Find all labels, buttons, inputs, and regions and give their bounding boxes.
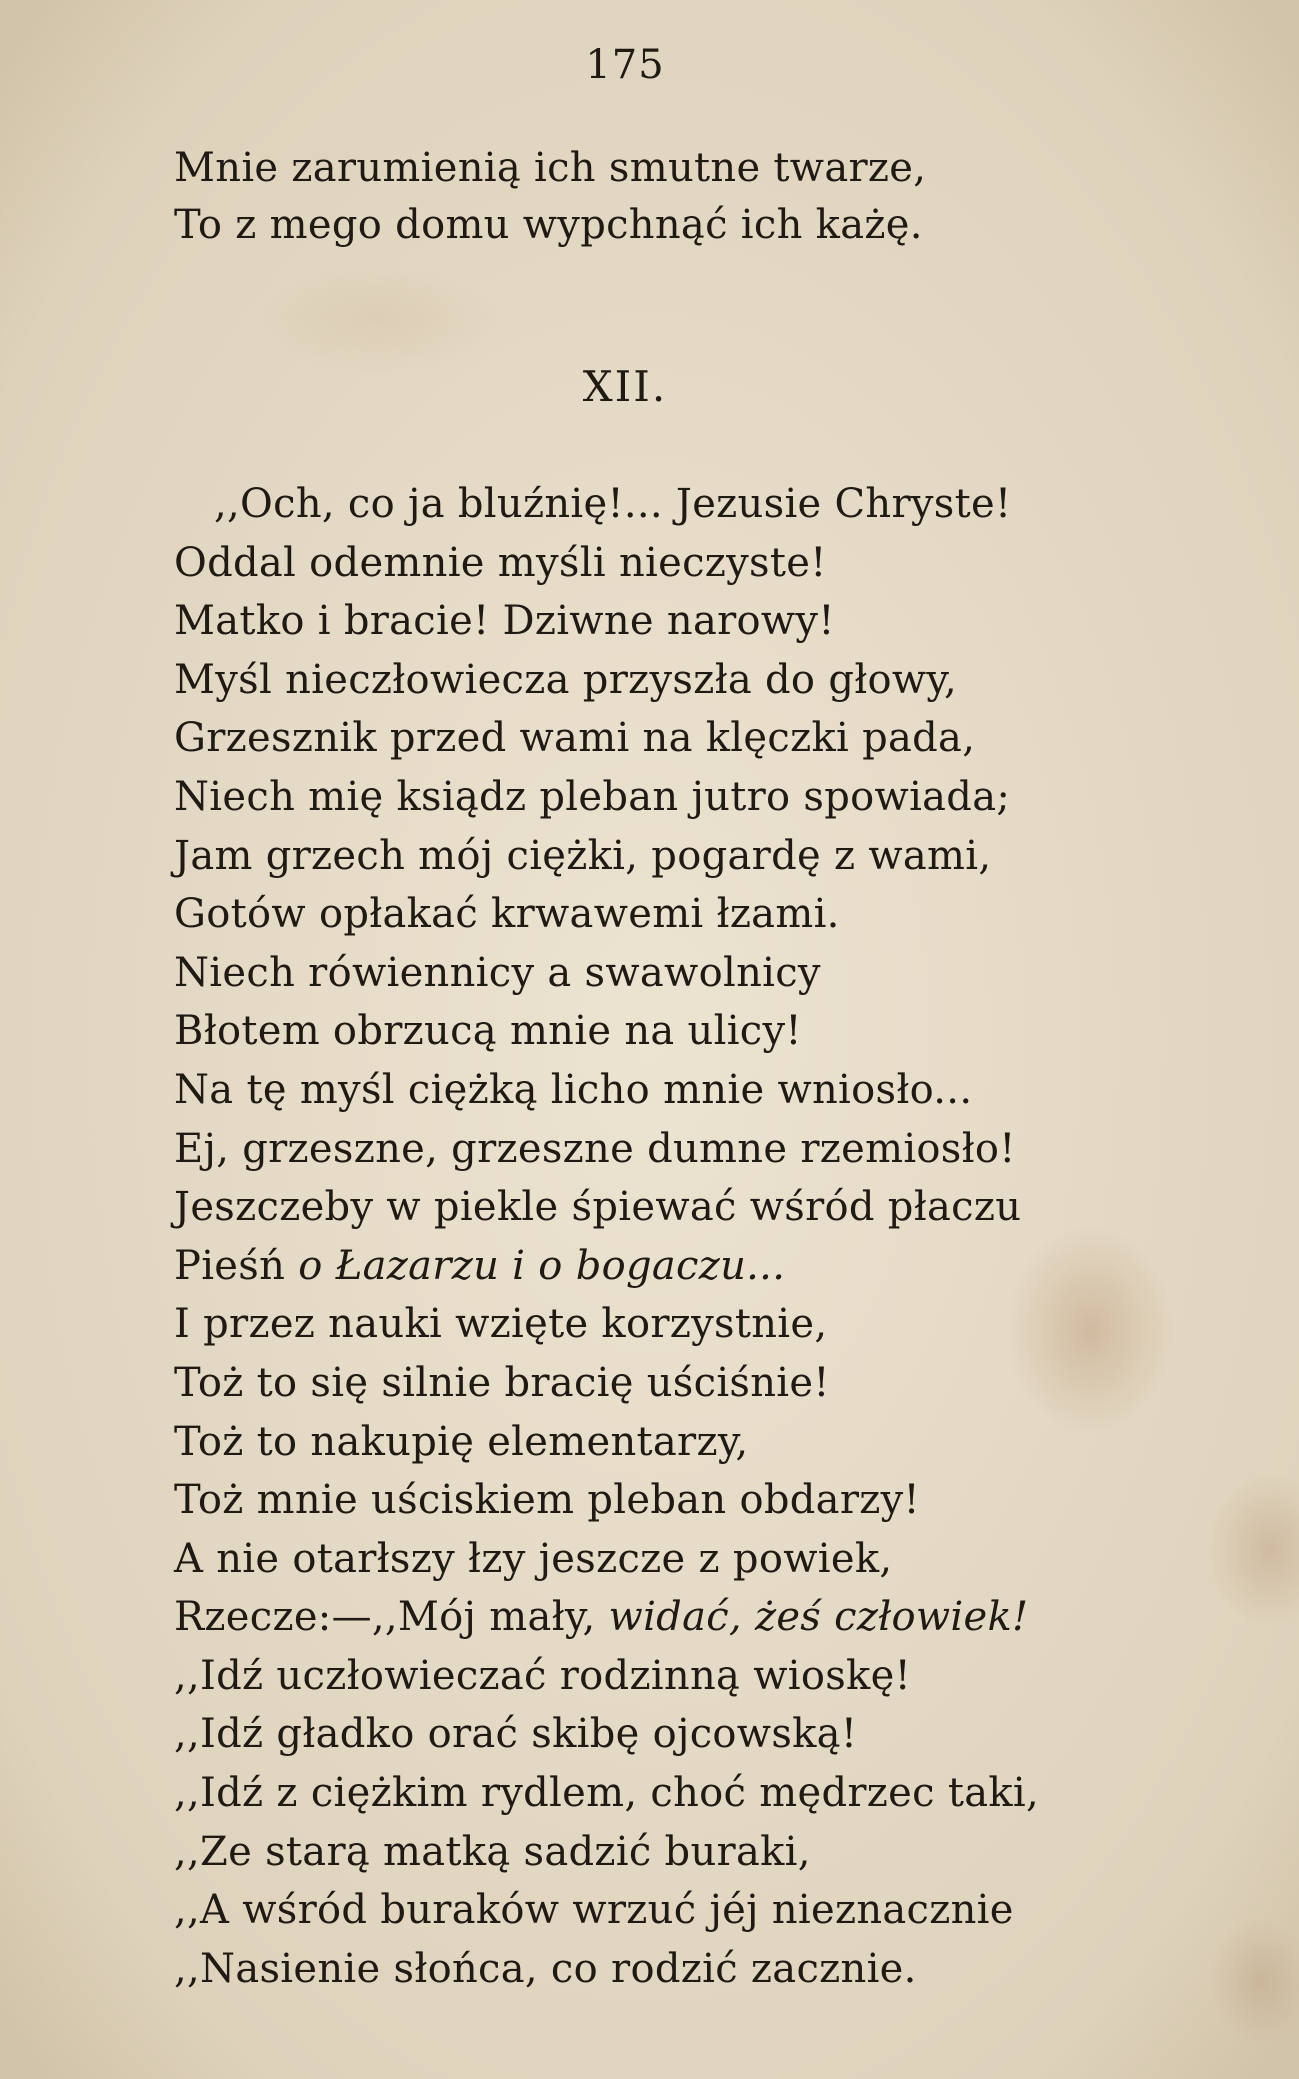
verse-line: ,,A wśród buraków wrzuć jéj nieznacznie: [174, 1887, 1014, 1934]
verse-line: ,,Idź z ciężkim rydlem, choć mędrzec taki,: [174, 1770, 1040, 1817]
verse-line: Oddal odemnie myśli nieczyste!: [174, 539, 827, 586]
verse-line: Jam grzech mój ciężki, pogardę z wami,: [174, 832, 992, 879]
verse-text: Rzecze:—,,Mój mały,: [174, 1594, 609, 1641]
verse-line: ,,Ze starą matką sadzić buraki,: [174, 1828, 811, 1875]
verse-line: Toż to się silnie bracię uściśnie!: [174, 1359, 830, 1406]
section-heading: XII.: [582, 362, 668, 411]
page-number: 175: [585, 42, 665, 88]
verse-line: ,,Idź gładko orać skibę ojcowską!: [174, 1711, 858, 1758]
verse-line: Toż mnie uściskiem pleban obdarzy!: [174, 1477, 920, 1524]
verse-italic-text: o Łazarzu i o bogaczu...: [298, 1242, 786, 1289]
verse-text: Pieśń: [174, 1242, 299, 1289]
verse-line: Błotem obrzucą mnie na ulicy!: [174, 1008, 802, 1055]
verse-line: [174, 1588, 1039, 1647]
verse-line: A nie otarłszy łzy jeszcze z powiek,: [174, 1535, 893, 1582]
verse-line: ,,Idź uczłowieczać rodzinną wioskę!: [174, 1652, 911, 1699]
verse-line: To z mego domu wypchnąć ich każę.: [174, 202, 923, 248]
verse-line: Myśl nieczłowiecza przyszła do głowy,: [174, 656, 958, 703]
verse-line: Ej, grzeszne, grzeszne dumne rzemiosło!: [174, 1125, 1016, 1172]
verse-line: Matko i bracie! Dziwne narowy!: [174, 598, 835, 645]
verse-line: ,,Och, co ja bluźnię!... Jezusie Chryste!: [214, 481, 1012, 527]
stanza-top: [174, 140, 926, 254]
verse-line: Niech rówiennicy a swawolnicy: [174, 949, 821, 996]
verse-line: Grzesznik przed wami na klęczki pada,: [174, 715, 976, 762]
verse-line: Niech mię ksiądz pleban jutro spowiada;: [174, 773, 1011, 820]
verse-line: [174, 1237, 1039, 1296]
verse-line: Gotów opłakać krwawemi łzami.: [174, 891, 840, 938]
stanza-xii: [174, 475, 1039, 1998]
verse-italic-text: widać, żeś człowiek!: [608, 1594, 1029, 1641]
verse-line: Mnie zarumienią ich smutne twarze,: [174, 145, 927, 191]
verse-line: I przez nauki wzięte korzystnie,: [174, 1301, 828, 1348]
verse-line: ,,Nasienie słońca, co rodzić zacznie.: [174, 1945, 917, 1992]
verse-line: Na tę myśl ciężką licho mnie wniosło...: [174, 1066, 973, 1113]
verse-line: Jeszczeby w piekle śpiewać wśród płaczu: [174, 1184, 1022, 1231]
verse-line: Toż to nakupię elementarzy,: [174, 1418, 749, 1465]
